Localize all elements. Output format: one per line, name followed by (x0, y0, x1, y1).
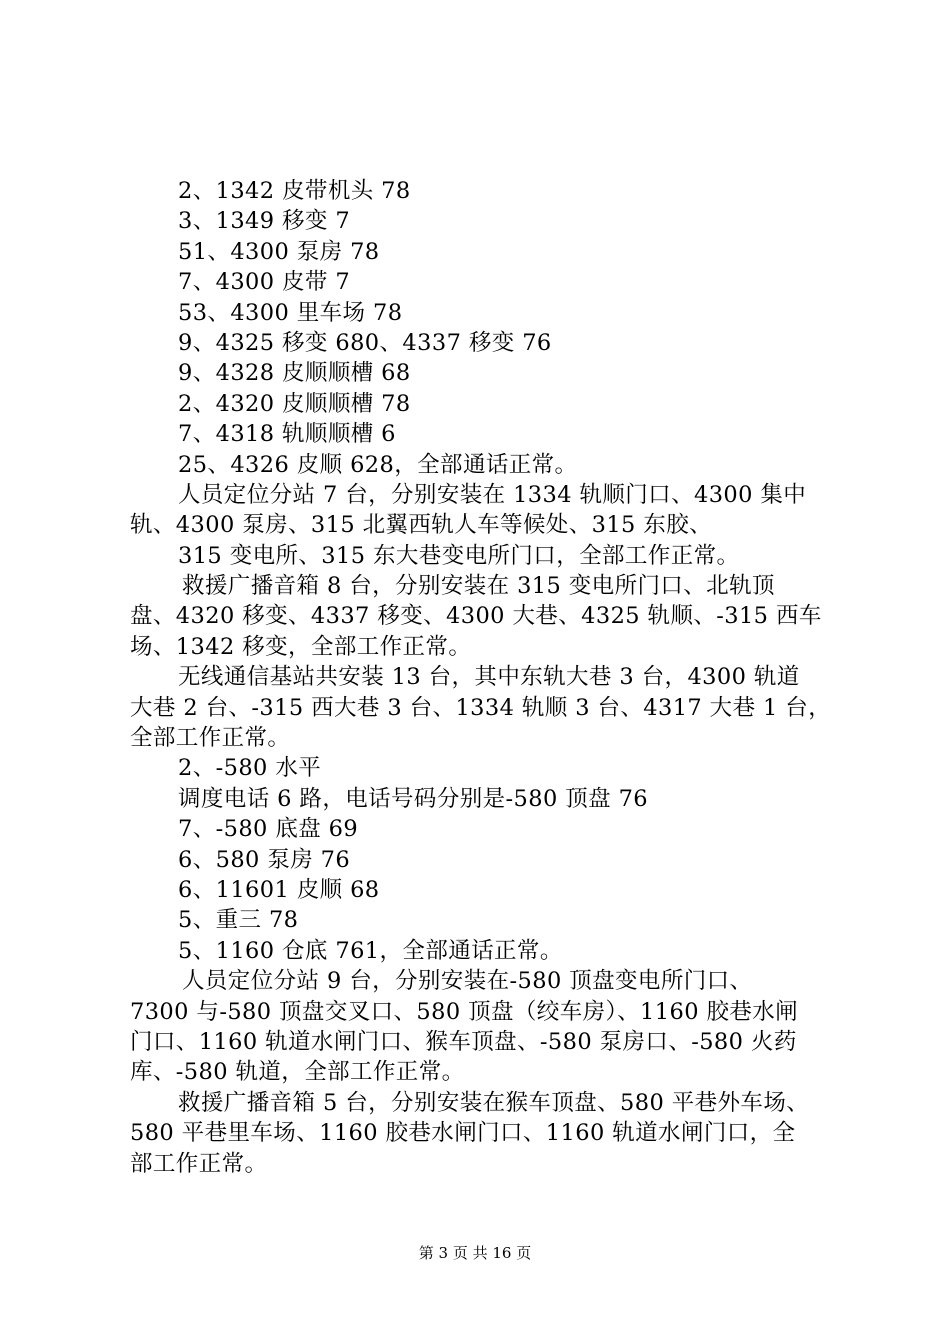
text-line: 2、4320 皮顺顺槽 78 (178, 390, 411, 417)
text-line: 部工作正常。 (130, 1150, 268, 1177)
text-line: 盘、4320 移变、4337 移变、4300 大巷、4325 轨顺、-315 西车 (130, 603, 822, 630)
text-line: 7、-580 底盘 69 (178, 816, 359, 843)
page-number-footer: 第 3 页 共 16 页 (418, 1244, 532, 1262)
text-line: 580 平巷里车场、1160 胶巷水闸门口、1160 轨道水闸门口，全 (130, 1120, 796, 1147)
paragraph-start-line: 人员定位分站 9 台，分别安装在-580 顶盘变电所门口、 (182, 968, 753, 995)
text-line: 全部工作正常。 (130, 725, 291, 752)
text-line: 库、-580 轨道，全部工作正常。 (130, 1059, 465, 1086)
text-line: 6、580 泵房 76 (178, 846, 351, 873)
text-line: 调度电话 6 路，电话号码分别是-580 顶盘 76 (178, 785, 649, 812)
text-line: 9、4328 皮顺顺槽 68 (178, 360, 411, 387)
text-line: 2、1342 皮带机头 78 (178, 178, 411, 204)
paragraph-start-line: 救援广播音箱 5 台，分别安装在猴车顶盘、580 平巷外车场、 (178, 1089, 810, 1116)
paragraph-start-line: 救援广播音箱 8 台，分别安装在 315 变电所门口、北轨顶 (182, 573, 775, 600)
text-line: 7300 与-580 顶盘交叉口、580 顶盘（绞车房）、1160 胶巷水闸 (130, 998, 799, 1025)
document-body (130, 176, 840, 1179)
text-line: 7、4300 皮带 7 (178, 269, 351, 296)
text-line: 9、4325 移变 680、4337 移变 76 (178, 329, 552, 356)
text-line: 53、4300 里车场 78 (178, 299, 403, 326)
text-line: 场、1342 移变，全部工作正常。 (130, 633, 472, 660)
text-line: 门口、1160 轨道水闸门口、猴车顶盘、-580 泵房口、-580 火药 (130, 1028, 797, 1055)
text-line: 5、1160 仓底 761，全部通话正常。 (178, 937, 563, 964)
text-line: 轨、4300 泵房、315 北翼西轨人车等候处、315 东胶、 (130, 512, 713, 539)
text-line: 25、4326 皮顺 628，全部通话正常。 (178, 451, 578, 478)
text-line: 315 变电所、315 东大巷变电所门口，全部工作正常。 (178, 542, 740, 569)
section-heading-line: 2、-580 水平 (178, 755, 322, 782)
text-line: 51、4300 泵房 78 (178, 238, 380, 265)
text-line: 大巷 2 台、-315 西大巷 3 台、1334 轨顺 3 台、4317 大巷 1 台， (130, 694, 832, 721)
text-line: 6、11601 皮顺 68 (178, 876, 380, 903)
text-line: 7、4318 轨顺顺槽 6 (178, 421, 396, 448)
text-line: 5、重三 78 (178, 907, 299, 934)
paragraph-start-line: 人员定位分站 7 台，分别安装在 1334 轨顺门口、4300 集中 (178, 481, 807, 508)
paragraph-start-line: 无线通信基站共安装 13 台，其中东轨大巷 3 台，4300 轨道 (178, 664, 800, 691)
text-line: 3、1349 移变 7 (178, 208, 351, 235)
